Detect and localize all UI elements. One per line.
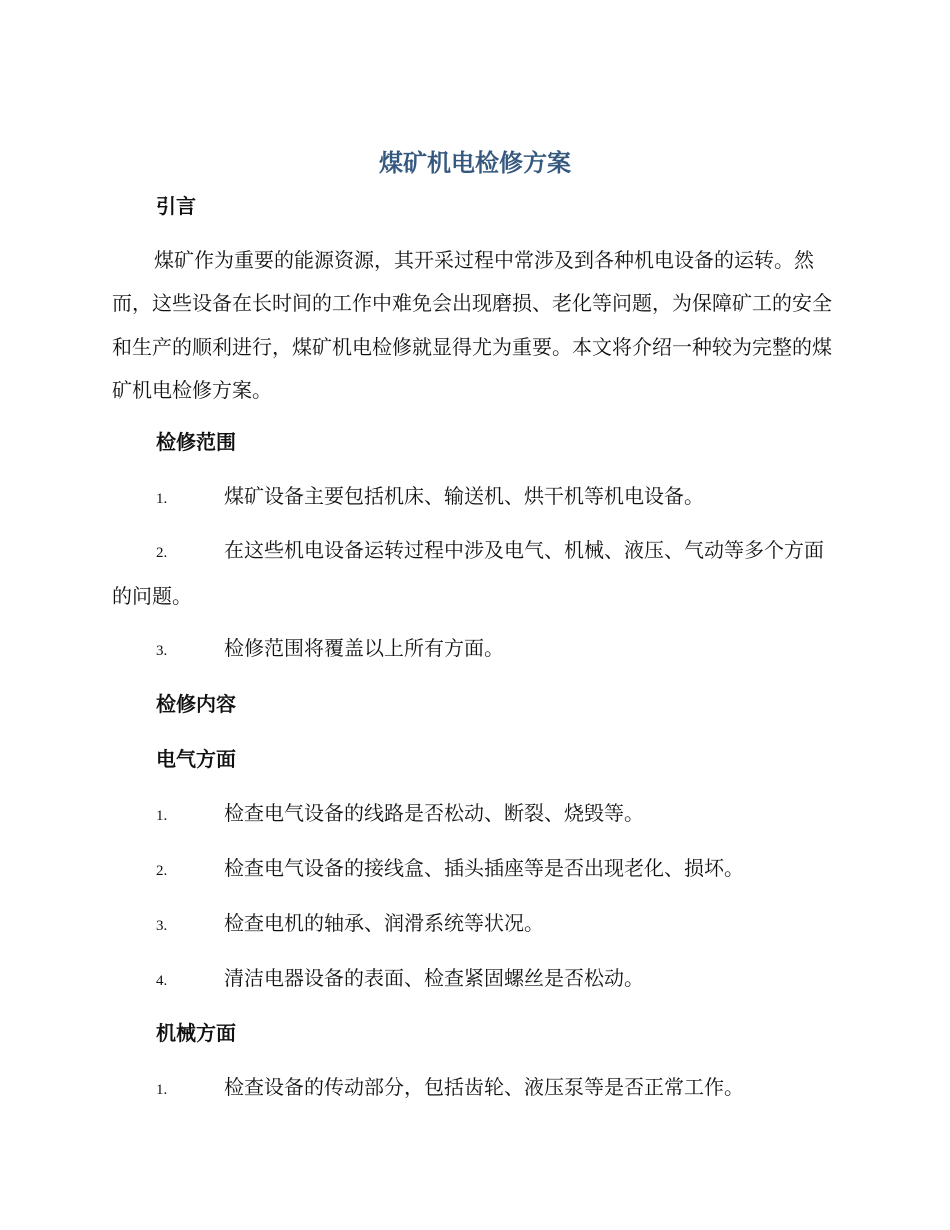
list-number: 1.: [156, 808, 168, 824]
list-number: 2.: [156, 863, 168, 879]
list-text: 清洁电器设备的表面、检查紧固螺丝是否松动。: [224, 966, 644, 990]
document-title: 煤矿机电检修方案: [379, 150, 571, 177]
list-item: [112, 627, 836, 673]
list-number: 2.: [156, 545, 168, 561]
list-item: [112, 529, 836, 619]
list-text: 煤矿设备主要包括机床、输送机、烘干机等机电设备。: [224, 484, 704, 508]
heading-content: 检修内容: [156, 692, 236, 716]
heading-mechanical: 机械方面: [156, 1021, 236, 1045]
list-text: 检查设备的传动部分，包括齿轮、液压泵等是否正常工作。: [224, 1075, 744, 1099]
heading-intro: 引言: [156, 194, 196, 218]
list-text: 在这些机电设备运转过程中涉及电气、机械、液压、气动等多个方面的问题。: [112, 538, 824, 609]
list-item: [112, 475, 836, 521]
list-item: [112, 847, 836, 893]
list-number: 3.: [156, 643, 168, 659]
list-number: 3.: [156, 918, 168, 934]
list-number: 4.: [156, 973, 168, 989]
list-text: 检查电气设备的接线盒、插头插座等是否出现老化、损坏。: [224, 856, 744, 880]
list-item: [112, 1066, 836, 1112]
list-text: 检查电气设备的线路是否松动、断裂、烧毁等。: [224, 801, 644, 825]
list-item: [112, 957, 836, 1003]
heading-scope: 检修范围: [156, 430, 236, 454]
list-text: 检修范围将覆盖以上所有方面。: [224, 636, 504, 660]
list-number: 1.: [156, 1082, 168, 1098]
list-item: [112, 792, 836, 838]
intro-paragraph: 煤矿作为重要的能源资源，其开采过程中常涉及到各种机电设备的运转。然而，这些设备在长时间的工作中难免会出现磨损、老化等问题，为保障矿工的安全和生产的顺利进行，煤矿机电检修就显得尤为重要。本文将介绍一种较为完整的煤矿机电检修方案。: [112, 248, 832, 403]
list-item: [112, 902, 836, 948]
list-number: 1.: [156, 491, 168, 507]
list-text: 检查电机的轴承、润滑系统等状况。: [224, 911, 544, 935]
heading-electrical: 电气方面: [156, 747, 236, 771]
